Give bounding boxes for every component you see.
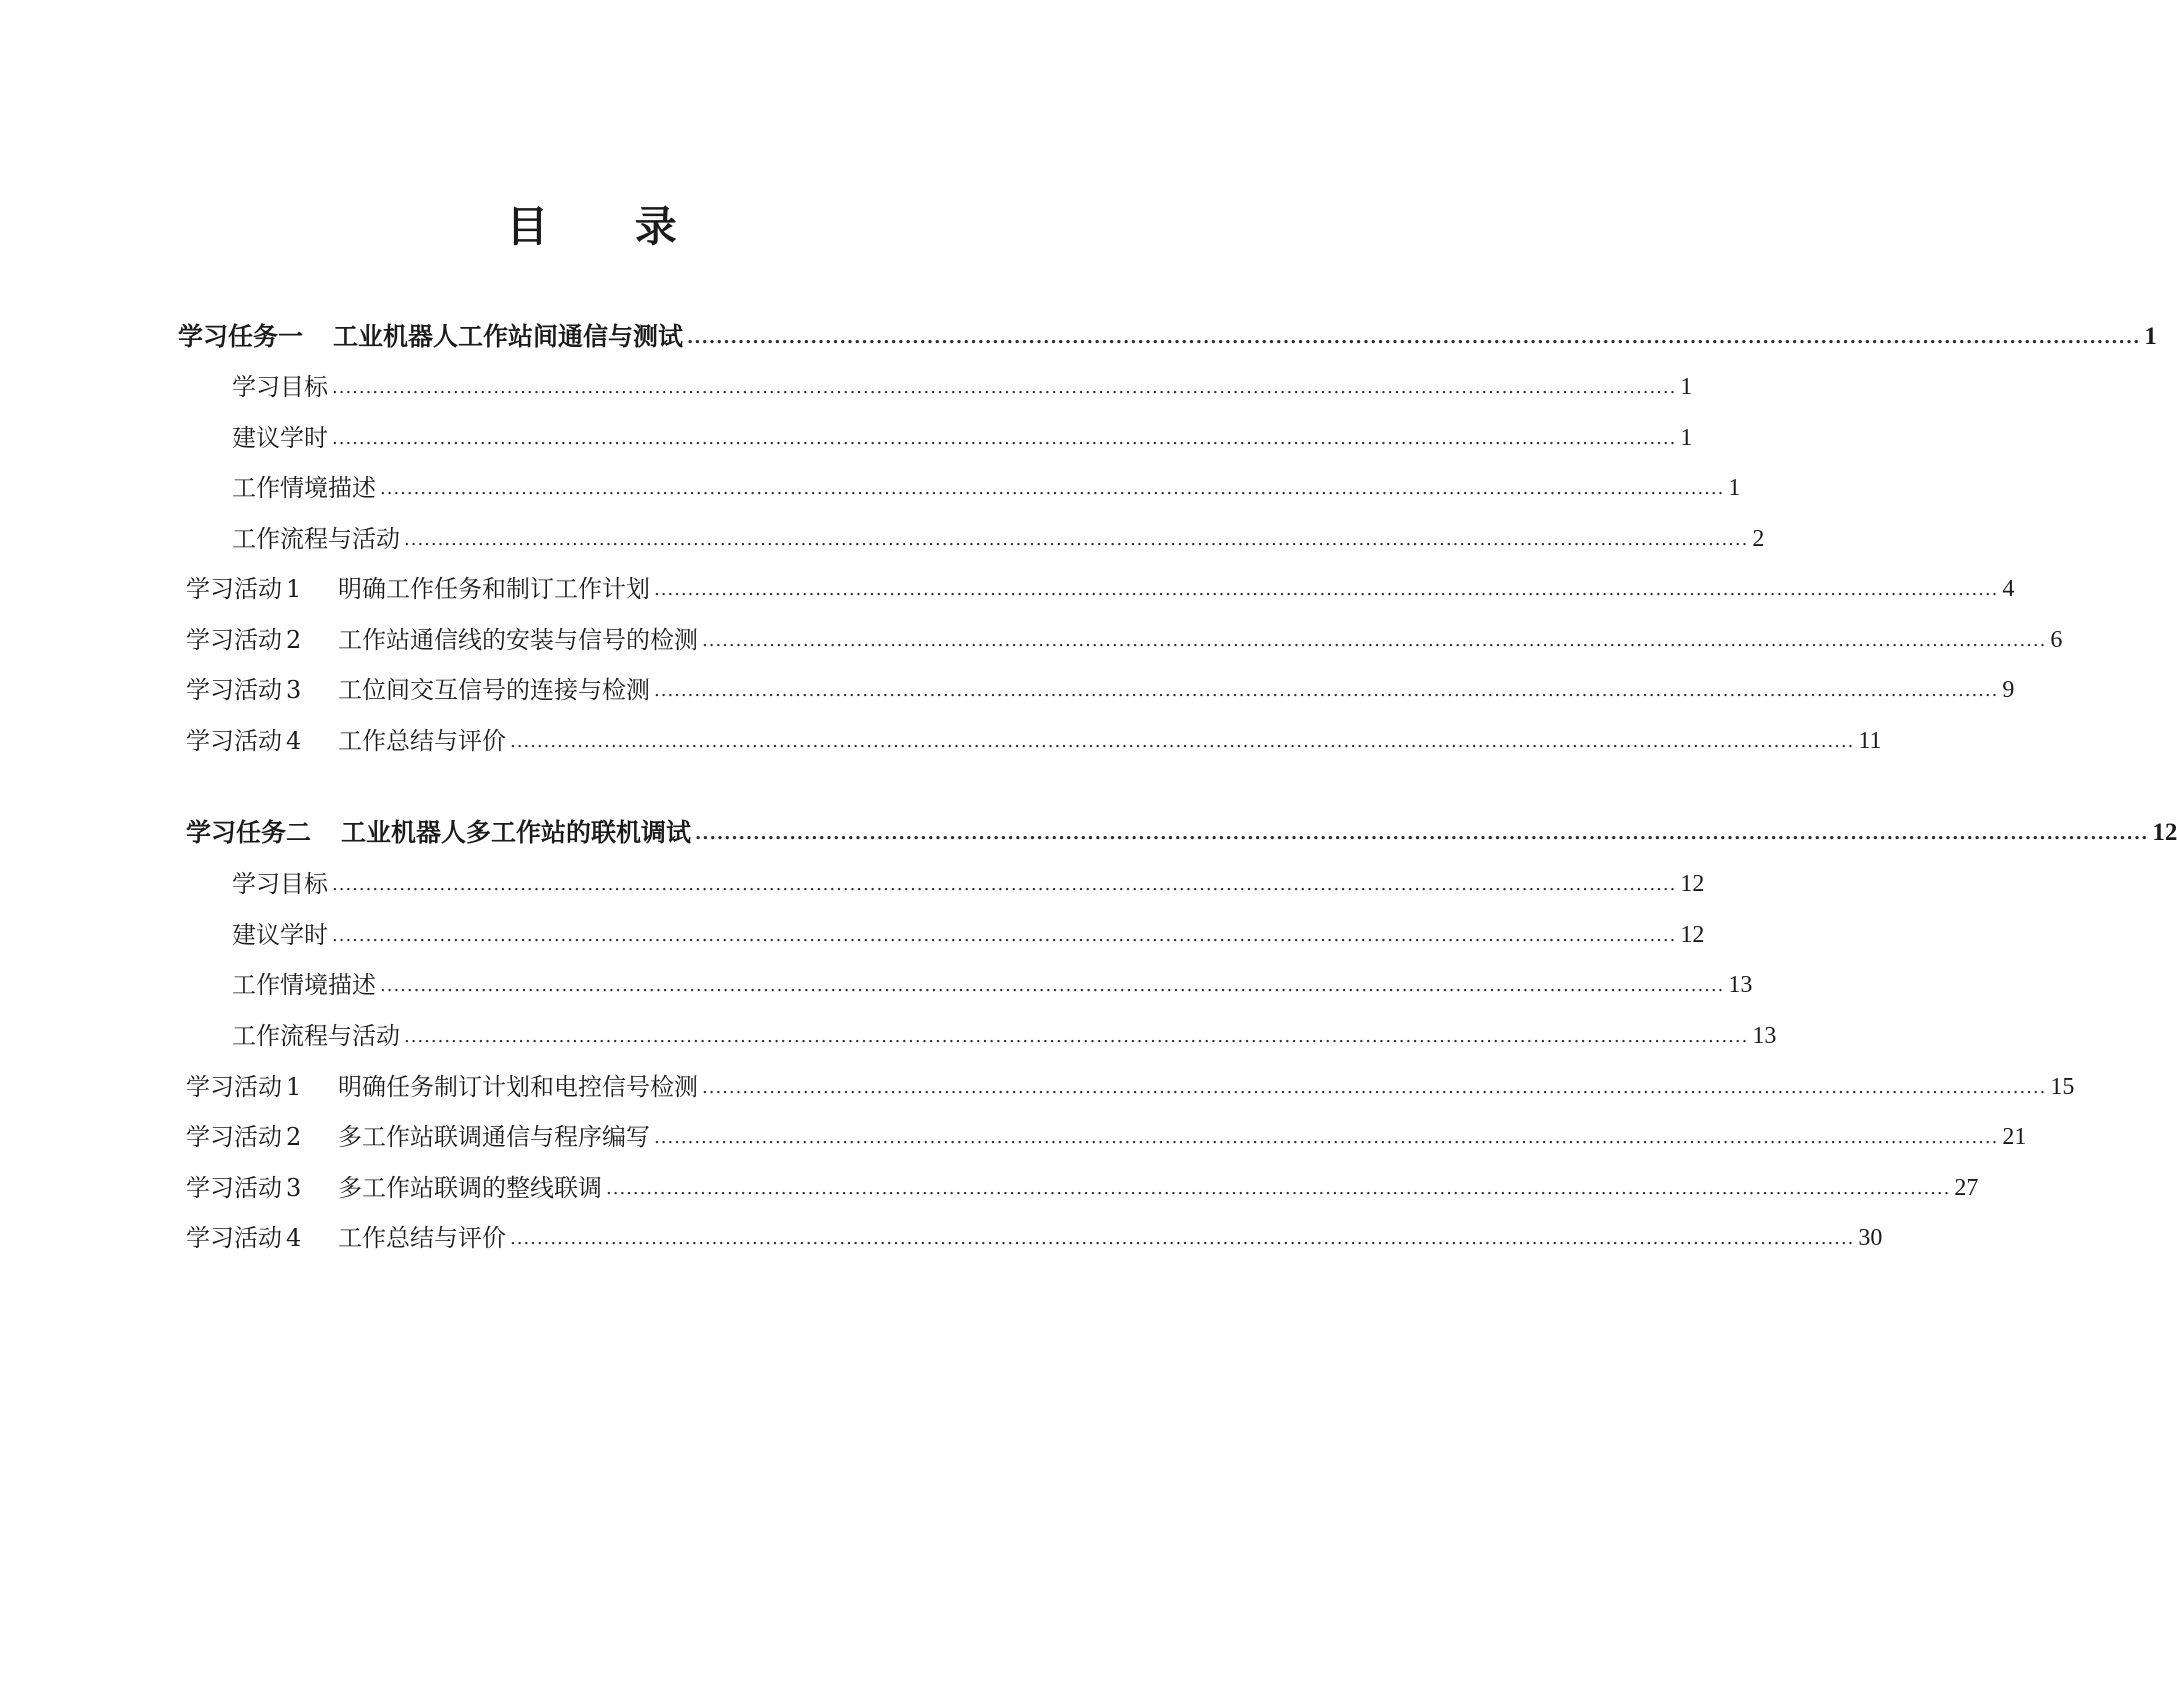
toc-task-2[interactable] (186, 809, 2177, 849)
dot-leader: ........................................................................................................................................................................................................ (510, 1228, 1855, 1249)
dot-leader: ........................................................................................................................................................................................................ (332, 874, 1677, 895)
dot-leader: ........................................................................................................................................................................................................ (332, 925, 1677, 946)
toc-item[interactable] (232, 860, 1705, 900)
activity-number: 3 (286, 1174, 302, 1202)
page-number: 13 (1728, 972, 1753, 998)
activity-title: 明确任务制订计划和电控信号检测 (338, 1073, 698, 1101)
activity-title: 多工作站联调的整线联调 (338, 1174, 602, 1202)
task-label: 学习任务二 (186, 818, 312, 847)
page-number: 4 (2002, 576, 2015, 602)
page-number: 11 (1858, 728, 1882, 754)
dot-leader: ........................................................................................................................................................................................................ (606, 1178, 1951, 1199)
activity-label: 学习活动 (186, 727, 282, 755)
activity-label: 学习活动 (186, 1073, 282, 1101)
item-label: 学习目标 (232, 373, 328, 401)
page-number: 1 (1680, 374, 1693, 400)
activity-number: 4 (286, 1224, 302, 1252)
dot-leader: ........................................................................................................................................................................................................ (702, 1077, 2047, 1098)
toc-item[interactable] (232, 961, 1753, 1001)
activity-label: 学习活动 (186, 626, 282, 654)
page-number: 27 (1954, 1175, 1979, 1201)
toc-activity[interactable] (186, 1214, 1883, 1254)
task-label: 学习任务一 (178, 322, 304, 351)
toc-task-1[interactable] (178, 313, 2157, 353)
dot-leader: ........................................................................................................................................................................................................ (332, 428, 1677, 449)
dot-leader: ........................................................................................................................................................................................................ (380, 975, 1725, 996)
page-number: 21 (2002, 1124, 2027, 1150)
toc-activity[interactable] (186, 1113, 2027, 1153)
toc-activity[interactable] (186, 666, 2015, 706)
page-number: 1 (2144, 323, 2157, 350)
task-title: 工业机器人工作站间通信与测试 (333, 322, 684, 351)
item-label: 工作流程与活动 (232, 525, 400, 553)
page-number: 12 (2152, 819, 2177, 846)
activity-title: 多工作站联调通信与程序编写 (338, 1123, 650, 1151)
item-label: 工作流程与活动 (232, 1022, 400, 1050)
item-label: 学习目标 (232, 870, 328, 898)
page-number: 15 (2050, 1074, 2075, 1100)
toc-activity[interactable] (186, 565, 2015, 605)
dot-leader: ........................................................................................................................................................................................................ (695, 823, 2149, 844)
page-number: 13 (1752, 1023, 1777, 1049)
toc-item[interactable] (232, 1012, 1777, 1052)
page-number: 2 (1752, 526, 1765, 552)
page-number: 1 (1680, 425, 1693, 451)
activity-number: 4 (286, 727, 302, 755)
dot-leader: ........................................................................................................................................................................................................ (654, 1127, 1999, 1148)
page-number: 12 (1680, 871, 1705, 897)
toc-item[interactable] (232, 515, 1765, 555)
page-title: 目 录 (506, 202, 713, 251)
toc-item[interactable] (232, 464, 1741, 504)
activity-title: 明确工作任务和制订工作计划 (338, 575, 650, 603)
page-number: 12 (1680, 922, 1705, 948)
activity-number: 2 (286, 1123, 302, 1151)
toc-item[interactable] (232, 414, 1693, 454)
activity-title: 工位间交互信号的连接与检测 (338, 676, 650, 704)
toc-item[interactable] (232, 363, 1693, 403)
item-label: 工作情境描述 (232, 474, 376, 502)
dot-leader: ........................................................................................................................................................................................................ (510, 731, 1855, 752)
activity-title: 工作站通信线的安装与信号的检测 (338, 626, 698, 654)
dot-leader: ........................................................................................................................................................................................................ (404, 1026, 1749, 1047)
dot-leader: ........................................................................................................................................................................................................ (702, 630, 2047, 651)
activity-number: 1 (286, 575, 302, 603)
toc-activity[interactable] (186, 717, 1882, 757)
dot-leader: ........................................................................................................................................................................................................ (654, 579, 1999, 600)
dot-leader: ........................................................................................................................................................................................................ (332, 377, 1677, 398)
toc-item[interactable] (232, 911, 1705, 951)
activity-number: 3 (286, 676, 302, 704)
activity-number: 1 (286, 1073, 302, 1101)
activity-number: 2 (286, 626, 302, 654)
page-number: 9 (2002, 677, 2015, 703)
activity-label: 学习活动 (186, 1174, 282, 1202)
activity-label: 学习活动 (186, 1224, 282, 1252)
dot-leader: ........................................................................................................................................................................................................ (654, 680, 1999, 701)
dot-leader: ........................................................................................................................................................................................................ (687, 327, 2141, 348)
page-number: 1 (1728, 475, 1741, 501)
task-title: 工业机器人多工作站的联机调试 (341, 818, 692, 847)
activity-label: 学习活动 (186, 1123, 282, 1151)
page-number: 6 (2050, 627, 2063, 653)
toc-activity[interactable] (186, 616, 2063, 656)
item-label: 工作情境描述 (232, 971, 376, 999)
activity-title: 工作总结与评价 (338, 727, 506, 755)
activity-label: 学习活动 (186, 676, 282, 704)
toc-activity[interactable] (186, 1063, 2075, 1103)
item-label: 建议学时 (232, 424, 328, 452)
toc-activity[interactable] (186, 1164, 1979, 1204)
page-number: 30 (1858, 1225, 1883, 1251)
activity-title: 工作总结与评价 (338, 1224, 506, 1252)
dot-leader: ........................................................................................................................................................................................................ (380, 478, 1725, 499)
item-label: 建议学时 (232, 921, 328, 949)
activity-label: 学习活动 (186, 575, 282, 603)
dot-leader: ........................................................................................................................................................................................................ (404, 529, 1749, 550)
